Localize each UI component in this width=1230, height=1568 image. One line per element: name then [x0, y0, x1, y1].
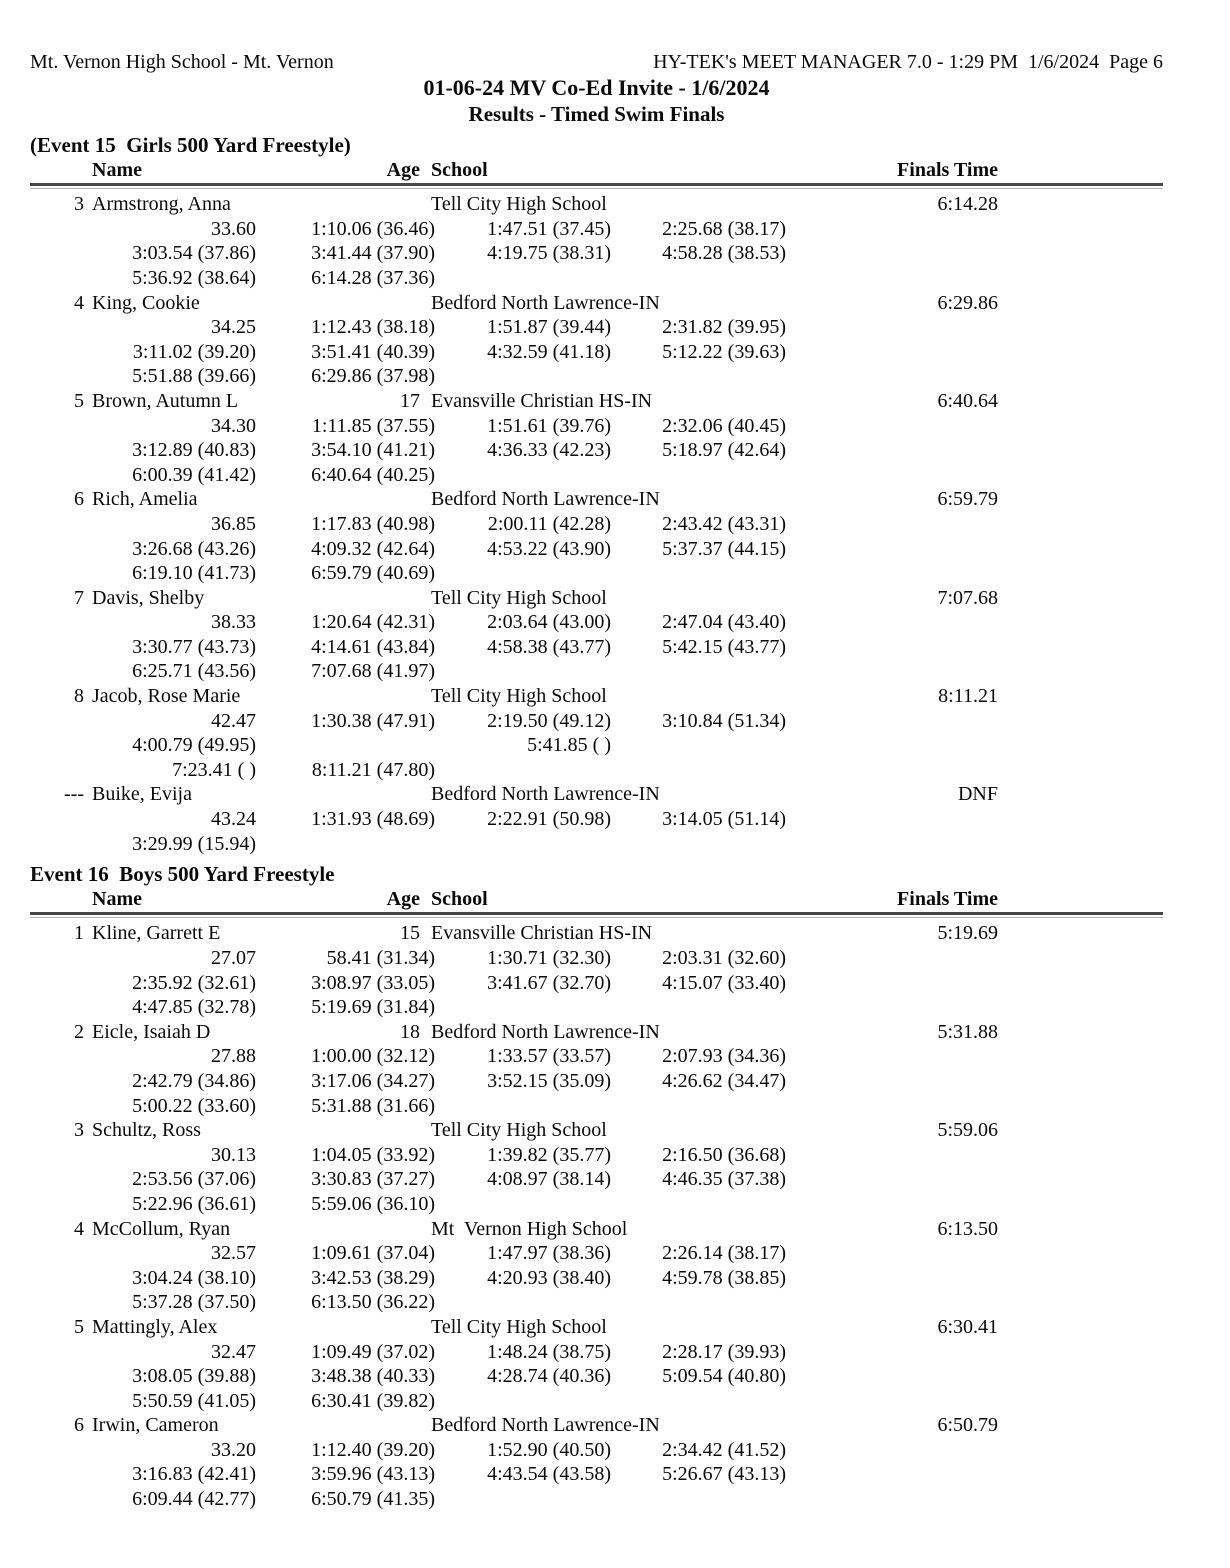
- split-time: 4:15.07 (33.40): [662, 971, 786, 994]
- split-time: 3:41.44 (37.90): [311, 242, 435, 265]
- swimmer-age: 17: [400, 389, 420, 412]
- split-time: 43.24: [211, 808, 256, 831]
- split-line: [30, 1192, 1163, 1217]
- finals-time: 6:30.41: [937, 1315, 998, 1338]
- split-line: [30, 1290, 1163, 1315]
- swimmer-age: [380, 487, 420, 512]
- split-time: 3:48.38 (40.33): [311, 1365, 435, 1388]
- split-time: 3:10.84 (51.34): [662, 709, 786, 732]
- split-time: 42.47: [211, 709, 256, 732]
- finals-time: 6:40.64: [937, 389, 998, 412]
- split-line: [30, 1143, 1163, 1168]
- split-time: 7:07.68 (41.97): [311, 660, 435, 683]
- split-time: 1:04.05 (33.92): [311, 1143, 435, 1166]
- split-time: 3:17.06 (34.27): [311, 1069, 435, 1092]
- column-header-name: Name: [92, 158, 142, 181]
- split-line: [30, 832, 1163, 857]
- school-name: Evansville Christian HS-IN: [431, 389, 653, 412]
- swimmer-name: Mattingly, Alex: [92, 1315, 218, 1338]
- split-line: [30, 1364, 1163, 1389]
- split-time: 1:11.85 (37.55): [311, 414, 435, 437]
- split-time: 4:09.32 (42.64): [311, 537, 435, 560]
- result-main-line: [30, 1118, 1163, 1143]
- split-time: 4:14.61 (43.84): [311, 635, 435, 658]
- split-time: 4:28.74 (40.36): [487, 1365, 611, 1388]
- split-time: 5:41.85 ( ): [527, 734, 611, 757]
- split-time: 4:58.38 (43.77): [487, 635, 611, 658]
- split-line: [30, 1487, 1163, 1512]
- school-name: Tell City High School: [431, 586, 607, 609]
- split-time: 5:26.67 (43.13): [662, 1463, 786, 1486]
- split-line: [30, 438, 1163, 463]
- swimmer-name: Jacob, Rose Marie: [92, 685, 241, 708]
- school-name: Bedford North Lawrence-IN: [431, 1020, 660, 1043]
- split-time: 5:37.37 (44.15): [662, 537, 786, 560]
- place-rank: 3: [74, 193, 84, 216]
- split-line: [30, 1044, 1163, 1069]
- split-time: 6:50.79 (41.35): [311, 1488, 435, 1511]
- result-entry: [30, 1020, 1163, 1118]
- swimmer-age: [380, 1118, 420, 1143]
- result-entry: [30, 586, 1163, 684]
- school-name: Tell City High School: [431, 685, 607, 708]
- result-main-line: [30, 487, 1163, 512]
- split-line: [30, 1167, 1163, 1192]
- split-time: 7:23.41 ( ): [172, 758, 256, 781]
- split-line: [30, 946, 1163, 971]
- result-main-line: [30, 921, 1163, 946]
- swimmer-name: Irwin, Cameron: [92, 1414, 219, 1437]
- split-time: 4:20.93 (38.40): [487, 1266, 611, 1289]
- page-header: [30, 50, 1163, 75]
- split-time: 2:28.17 (39.93): [662, 1340, 786, 1363]
- column-header-place: [30, 887, 84, 912]
- split-time: 1:47.97 (38.36): [487, 1242, 611, 1265]
- split-time: 2:00.11 (42.28): [487, 512, 611, 535]
- split-line: [30, 1094, 1163, 1119]
- split-line: [30, 733, 1163, 758]
- place-rank: 5: [74, 389, 84, 412]
- place-rank: 6: [74, 1414, 84, 1437]
- split-time: 1:48.24 (38.75): [487, 1340, 611, 1363]
- swimmer-age: [380, 1413, 420, 1438]
- split-time: 6:29.86 (37.98): [311, 365, 435, 388]
- column-header-school: School: [431, 887, 488, 910]
- split-line: [30, 1266, 1163, 1291]
- split-time: 1:52.90 (40.50): [487, 1438, 611, 1461]
- column-header-finals: Finals Time: [897, 158, 998, 181]
- split-time: 1:51.87 (39.44): [487, 316, 611, 339]
- split-time: 3:04.24 (38.10): [132, 1266, 256, 1289]
- swimmer-name: Armstrong, Anna: [92, 193, 231, 216]
- split-time: 3:08.05 (39.88): [132, 1365, 256, 1388]
- split-time: 3:42.53 (38.29): [311, 1266, 435, 1289]
- swimmer-name: Eicle, Isaiah D: [92, 1020, 211, 1043]
- split-time: 1:10.06 (36.46): [311, 217, 435, 240]
- place-rank: 3: [74, 1119, 84, 1142]
- finals-time: 5:59.06: [937, 1119, 998, 1142]
- result-entry: [30, 291, 1163, 389]
- swimmer-name: Brown, Autumn L: [92, 389, 239, 412]
- split-time: 5:19.69 (31.84): [311, 996, 435, 1019]
- split-time: 2:25.68 (38.17): [662, 217, 786, 240]
- split-time: 2:47.04 (43.40): [662, 611, 786, 634]
- split-time: 3:16.83 (42.41): [132, 1463, 256, 1486]
- split-time: 1:09.49 (37.02): [311, 1340, 435, 1363]
- split-time: 4:36.33 (42.23): [487, 439, 611, 462]
- result-entry: [30, 487, 1163, 585]
- swimmer-age: 15: [400, 922, 420, 945]
- split-time: 3:51.41 (40.39): [311, 340, 435, 363]
- split-time: 2:42.79 (34.86): [132, 1069, 256, 1092]
- finals-time: 6:29.86: [937, 291, 998, 314]
- split-time: 5:31.88 (31.66): [311, 1094, 435, 1117]
- split-line: [30, 610, 1163, 635]
- result-main-line: [30, 1217, 1163, 1242]
- result-main-line: [30, 389, 1163, 414]
- split-time: 5:00.22 (33.60): [132, 1094, 256, 1117]
- column-header-finals: Finals Time: [897, 887, 998, 910]
- split-line: [30, 364, 1163, 389]
- column-header-age: Age: [386, 887, 420, 910]
- split-time: 32.47: [211, 1340, 256, 1363]
- split-time: 36.85: [211, 512, 256, 535]
- split-line: [30, 635, 1163, 660]
- place-rank: ---: [64, 783, 84, 806]
- finals-time: 7:07.68: [937, 586, 998, 609]
- split-time: 1:51.61 (39.76): [487, 414, 611, 437]
- split-time: 1:17.83 (40.98): [311, 512, 435, 535]
- place-rank: 5: [74, 1315, 84, 1338]
- place-rank: 1: [74, 922, 84, 945]
- split-time: 2:03.64 (43.00): [487, 611, 611, 634]
- school-name: Bedford North Lawrence-IN: [431, 488, 660, 511]
- swimmer-name: Kline, Garrett E: [92, 922, 221, 945]
- place-rank: 8: [74, 685, 84, 708]
- event-section: [30, 133, 1163, 856]
- split-time: 2:53.56 (37.06): [132, 1168, 256, 1191]
- result-entry: [30, 1315, 1163, 1413]
- result-entry: [30, 782, 1163, 856]
- result-entry: [30, 192, 1163, 290]
- swimmer-age: [380, 586, 420, 611]
- split-time: 6:30.41 (39.82): [311, 1389, 435, 1412]
- split-line: [30, 1462, 1163, 1487]
- split-time: 38.33: [211, 611, 256, 634]
- result-main-line: [30, 291, 1163, 316]
- school-name: Tell City High School: [431, 193, 607, 216]
- split-time: 6:14.28 (37.36): [311, 266, 435, 289]
- split-time: 5:42.15 (43.77): [662, 635, 786, 658]
- swimmer-age: [380, 684, 420, 709]
- event-section: [30, 862, 1163, 1511]
- report-subtitle: Results - Timed Swim Finals: [468, 102, 725, 126]
- split-time: 27.07: [211, 947, 256, 969]
- split-time: 1:39.82 (35.77): [487, 1143, 611, 1166]
- split-line: [30, 971, 1163, 996]
- result-entry: [30, 389, 1163, 487]
- place-rank: 2: [74, 1020, 84, 1043]
- result-main-line: [30, 782, 1163, 807]
- split-time: 4:26.62 (34.47): [662, 1069, 786, 1092]
- split-time: 1:31.93 (48.69): [311, 808, 435, 831]
- split-time: [256, 733, 435, 758]
- split-time: 4:53.22 (43.90): [487, 537, 611, 560]
- split-time: 2:34.42 (41.52): [662, 1438, 786, 1461]
- split-line: [30, 241, 1163, 266]
- host-school-label: Mt. Vernon High School - Mt. Vernon: [30, 51, 334, 73]
- split-time: 5:50.59 (41.05): [132, 1389, 256, 1412]
- split-time: 8:11.21 (47.80): [311, 758, 435, 781]
- school-name: Evansville Christian HS-IN: [431, 922, 653, 945]
- school-name: Tell City High School: [431, 1119, 607, 1142]
- split-time: 3:54.10 (41.21): [311, 439, 435, 462]
- place-rank: 4: [74, 1217, 84, 1240]
- split-time: 3:03.54 (37.86): [132, 242, 256, 265]
- split-time: 4:58.28 (38.53): [662, 242, 786, 265]
- split-time: 3:26.68 (43.26): [132, 537, 256, 560]
- split-time: 1:09.61 (37.04): [311, 1242, 435, 1265]
- split-time: 2:03.31 (32.60): [662, 947, 786, 969]
- split-time: 2:31.82 (39.95): [662, 316, 786, 339]
- split-time: 6:19.10 (41.73): [132, 562, 256, 585]
- result-main-line: [30, 1413, 1163, 1438]
- split-line: [30, 340, 1163, 365]
- split-line: [30, 1069, 1163, 1094]
- result-main-line: [30, 586, 1163, 611]
- school-name: Tell City High School: [431, 1315, 607, 1338]
- finals-time: 6:13.50: [937, 1217, 998, 1240]
- split-time: 3:30.83 (37.27): [311, 1168, 435, 1191]
- split-time: 34.25: [211, 316, 256, 339]
- split-time: 2:26.14 (38.17): [662, 1242, 786, 1265]
- split-time: 34.30: [211, 414, 256, 437]
- header-rule: [30, 912, 1163, 918]
- split-line: [30, 217, 1163, 242]
- column-header-row: [30, 887, 1163, 912]
- split-time: 6:59.79 (40.69): [311, 562, 435, 585]
- split-time: 58.41 (31.34): [326, 947, 435, 969]
- swimmer-age: [380, 1315, 420, 1340]
- swimmer-age: [380, 782, 420, 807]
- split-time: 1:12.43 (38.18): [311, 316, 435, 339]
- split-time: 6:09.44 (42.77): [132, 1488, 256, 1511]
- finals-time: 8:11.21: [938, 685, 998, 708]
- split-line: [30, 561, 1163, 586]
- split-time: 3:12.89 (40.83): [132, 439, 256, 462]
- split-time: 4:46.35 (37.38): [662, 1168, 786, 1191]
- split-time: 1:47.51 (37.45): [487, 217, 611, 240]
- column-header-place: [30, 158, 84, 183]
- split-time: 3:11.02 (39.20): [132, 340, 256, 363]
- place-rank: 7: [74, 586, 84, 609]
- finals-time: DNF: [957, 783, 998, 806]
- school-name: Bedford North Lawrence-IN: [431, 1414, 660, 1437]
- split-time: 1:30.71 (32.30): [487, 947, 611, 969]
- split-time: 4:08.97 (38.14): [487, 1168, 611, 1191]
- result-entry: [30, 1118, 1163, 1216]
- result-main-line: [30, 684, 1163, 709]
- split-time: 4:47.85 (32.78): [132, 996, 256, 1019]
- split-time: 5:59.06 (36.10): [311, 1192, 435, 1215]
- place-rank: 4: [74, 291, 84, 314]
- split-line: [30, 807, 1163, 832]
- split-time: 4:19.75 (38.31): [487, 242, 611, 265]
- split-time: 2:22.91 (50.98): [487, 808, 611, 831]
- column-header-name: Name: [92, 887, 142, 910]
- split-time: 2:32.06 (40.45): [662, 414, 786, 437]
- result-entry: [30, 1413, 1163, 1511]
- event-title: (Event 15 Girls 500 Yard Freestyle): [30, 133, 351, 157]
- split-time: 5:09.54 (40.80): [662, 1365, 786, 1388]
- split-line: [30, 537, 1163, 562]
- split-time: 5:22.96 (36.61): [132, 1192, 256, 1215]
- split-time: 4:32.59 (41.18): [487, 340, 611, 363]
- result-main-line: [30, 1020, 1163, 1045]
- split-line: [30, 1389, 1163, 1414]
- split-line: [30, 709, 1163, 734]
- school-name: Bedford North Lawrence-IN: [431, 783, 660, 806]
- result-entry: [30, 684, 1163, 782]
- split-time: 5:37.28 (37.50): [132, 1291, 256, 1314]
- split-time: 1:00.00 (32.12): [311, 1045, 435, 1068]
- split-line: [30, 512, 1163, 537]
- split-time: 1:33.57 (33.57): [487, 1045, 611, 1068]
- split-time: 5:36.92 (38.64): [132, 266, 256, 289]
- header-rule: [30, 183, 1163, 189]
- result-entry: [30, 921, 1163, 1019]
- split-time: 2:35.92 (32.61): [132, 971, 256, 994]
- split-time: 4:59.78 (38.85): [662, 1266, 786, 1289]
- split-time: 3:14.05 (51.14): [662, 808, 786, 831]
- split-line: [30, 1438, 1163, 1463]
- swimmer-name: McCollum, Ryan: [92, 1217, 231, 1240]
- split-time: 6:00.39 (41.42): [132, 463, 256, 486]
- split-time: 2:16.50 (36.68): [662, 1143, 786, 1166]
- split-line: [30, 1241, 1163, 1266]
- split-time: 3:59.96 (43.13): [311, 1463, 435, 1486]
- split-time: 3:30.77 (43.73): [132, 635, 256, 658]
- event-title: Event 16 Boys 500 Yard Freestyle: [30, 862, 335, 887]
- place-rank: 6: [74, 488, 84, 511]
- swimmer-age: [380, 192, 420, 217]
- swimmer-name: King, Cookie: [92, 291, 200, 314]
- split-time: 27.88: [211, 1045, 256, 1068]
- split-time: 2:19.50 (49.12): [487, 709, 611, 732]
- split-time: 32.57: [211, 1242, 256, 1265]
- school-name: Mt Vernon High School: [431, 1217, 628, 1240]
- split-time: 33.20: [211, 1438, 256, 1461]
- split-line: [30, 266, 1163, 291]
- split-time: 3:29.99 (15.94): [132, 832, 256, 855]
- split-time: 5:12.22 (39.63): [662, 340, 786, 363]
- result-main-line: [30, 192, 1163, 217]
- split-line: [30, 463, 1163, 488]
- split-time: 30.13: [211, 1143, 256, 1166]
- swimmer-age: [380, 291, 420, 316]
- events-container: [30, 133, 1163, 1512]
- finals-time: 5:31.88: [937, 1020, 998, 1043]
- split-time: 5:51.88 (39.66): [132, 365, 256, 388]
- split-line: [30, 315, 1163, 340]
- split-time: 2:43.42 (43.31): [662, 512, 786, 535]
- result-main-line: [30, 1315, 1163, 1340]
- meet-title: 01-06-24 MV Co-Ed Invite - 1/6/2024: [423, 75, 770, 100]
- finals-time: 6:14.28: [937, 193, 998, 216]
- column-header-school: School: [431, 158, 488, 181]
- swimmer-age: 18: [400, 1020, 420, 1043]
- split-time: 4:00.79 (49.95): [132, 734, 256, 757]
- swimmer-name: Davis, Shelby: [92, 586, 205, 609]
- split-time: 1:12.40 (39.20): [311, 1438, 435, 1461]
- split-time: 1:20.64 (42.31): [311, 611, 435, 634]
- column-header-age: Age: [386, 158, 420, 181]
- split-time: 3:52.15 (35.09): [487, 1069, 611, 1092]
- column-header-row: [30, 158, 1163, 183]
- school-name: Bedford North Lawrence-IN: [431, 291, 660, 314]
- swimmer-name: Rich, Amelia: [92, 488, 198, 511]
- split-time: 3:41.67 (32.70): [487, 971, 611, 994]
- meet-manager-label: HY-TEK's MEET MANAGER 7.0 - 1:29 PM 1/6/2024 Page 6: [653, 51, 1163, 73]
- split-time: 1:30.38 (47.91): [311, 709, 435, 732]
- split-line: [30, 995, 1163, 1020]
- split-time: 3:08.97 (33.05): [311, 971, 435, 994]
- split-line: [30, 758, 1163, 783]
- swimmer-age: [380, 1217, 420, 1242]
- finals-time: 5:19.69: [937, 922, 998, 945]
- split-time: 6:40.64 (40.25): [311, 463, 435, 486]
- split-time: 2:07.93 (34.36): [662, 1045, 786, 1068]
- split-line: [30, 1340, 1163, 1365]
- split-time: 33.60: [211, 217, 256, 240]
- split-line: [30, 659, 1163, 684]
- split-time: 5:18.97 (42.64): [662, 439, 786, 462]
- finals-time: 6:59.79: [937, 488, 998, 511]
- split-time: 6:13.50 (36.22): [311, 1291, 435, 1314]
- split-time: 4:43.54 (43.58): [487, 1463, 611, 1486]
- swimmer-name: Buike, Evija: [92, 783, 192, 806]
- swimmer-name: Schultz, Ross: [92, 1119, 201, 1142]
- finals-time: 6:50.79: [937, 1414, 998, 1437]
- split-time: 6:25.71 (43.56): [132, 660, 256, 683]
- split-line: [30, 414, 1163, 439]
- result-entry: [30, 1217, 1163, 1315]
